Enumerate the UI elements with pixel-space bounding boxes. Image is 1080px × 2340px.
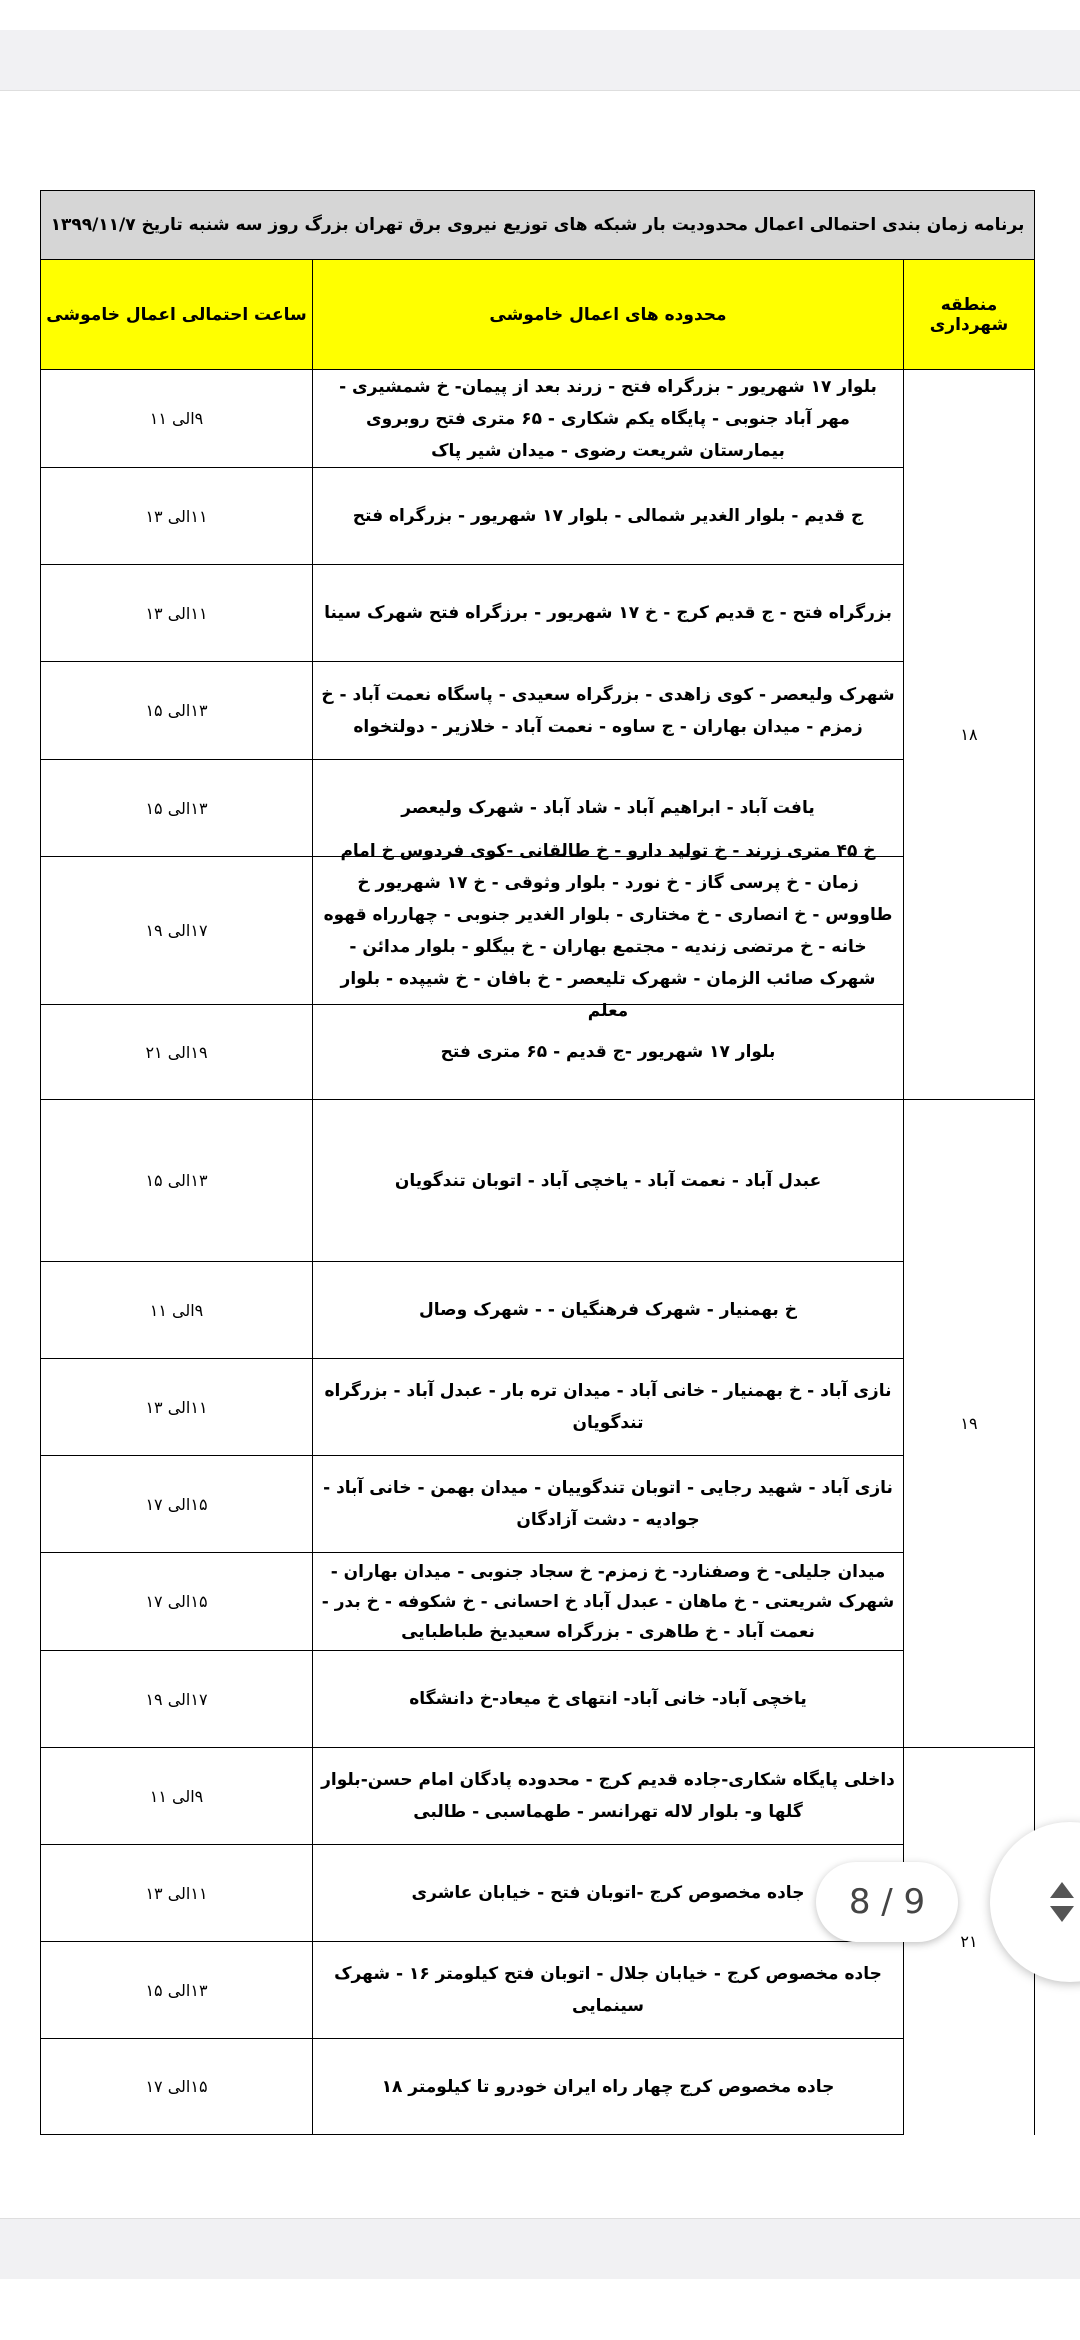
time-cell: ۱۷الی ۱۹ (40, 1651, 312, 1748)
time-cell: ۱۱الی ۱۳ (40, 1359, 312, 1456)
area-cell: یاخچی آباد- خانی آباد- انتهای خ میعاد-خ دانشگاه (312, 1651, 904, 1748)
area-cell: یافت آباد - ابراهیم آباد - شاد آباد - شهرک ولیعصر (312, 760, 904, 857)
region-cell: ۱۹ (904, 1100, 1035, 1748)
area-cell: جاده مخصوص کرج چهار راه ایران خودرو تا کیلومتر ۱۸ (312, 2039, 904, 2135)
up-down-arrows-icon (1034, 1870, 1080, 1934)
region-cell: ۱۸ (904, 370, 1035, 1100)
time-cell: ۱۳الی ۱۵ (40, 662, 312, 760)
time-cell: ۱۵الی ۱۷ (40, 2039, 312, 2135)
area-cell: نازی آباد - خ بهمنیار - خانی آباد - میدان تره بار - عبدل آباد - بزرگراه تندگویان (312, 1359, 904, 1456)
header-area: محدوده های اعمال خاموشی (312, 260, 904, 370)
top-bar (0, 0, 1080, 31)
time-cell: ۱۳الی ۱۵ (40, 1942, 312, 2039)
document-page (40, 190, 1035, 2135)
table-title: برنامه زمان بندی احتمالی اعمال محدودیت بار شبکه های توزیع نیروی برق تهران بزرگ روز سه شنبه تاریخ ۱۳۹۹/۱۱/۷ (40, 190, 1035, 260)
area-cell: نازی آباد - شهید رجایی - اتوبان تندگوییان - میدان بهمن - خانی آباد - جوادیه - دشت آزادگان (312, 1456, 904, 1553)
viewer-toolbar (0, 30, 1080, 91)
time-cell: ۱۱الی ۱۳ (40, 1845, 312, 1942)
time-cell: ۱۳الی ۱۵ (40, 760, 312, 857)
time-cell: ۹الی ۱۱ (40, 1748, 312, 1845)
page-indicator: 8 / 9 (816, 1862, 958, 1942)
area-cell: بلوار ۱۷ شهریور - بزرگراه فتح - زرند بعد از پیمان- خ شمشیری - مهر آباد جنوبی - پایگاه یکم شکاری - ۶۵ متری فتح روبروی بیمارستان شریعت رضوی - میدان شیر پاک (312, 370, 904, 468)
time-cell: ۱۷الی ۱۹ (40, 857, 312, 1005)
time-cell: ۱۱الی ۱۳ (40, 565, 312, 662)
area-cell: بزرگراه فتح - ج قدیم کرج - خ ۱۷ شهریور - برزگراه فتح شهرک سینا (312, 565, 904, 662)
region-cell: ۲۱ (904, 1748, 1035, 2135)
area-cell: جاده مخصوص کرج -اتوبان فتح - خیابان عاشری (312, 1845, 904, 1942)
area-cell: خ ۴۵ متری زرند - خ تولید دارو - خ طالقانی -کوی فردوس خ امام زمان - خ پرسی گاز - خ نورد - بلوار وثوقی - خ ۱۷ شهریور خ طاووس - خ انصاری - خ مختاری - بلوار الغدیر جنوبی - چهارراه قهوه خانه - خ مرتضی زندیه - مجتمع بهاران - خ بیگلو - بلوار مدائن - شهرک صائب الزمان - شهرک تلیعصر - خ بافان - خ شیپده - بلوار معلم (312, 857, 904, 1005)
time-cell: ۹الی ۱۱ (40, 1262, 312, 1359)
area-cell: جاده مخصوص کرج - خیابان جلال - اتوبان فتح کیلومتر ۱۶ - شهرک سینمایی (312, 1942, 904, 2039)
time-cell: ۹الی ۱۱ (40, 370, 312, 468)
time-cell: ۱۵الی ۱۷ (40, 1553, 312, 1651)
header-region: منطقه شهرداری (904, 260, 1035, 370)
area-cell: میدان جلیلی- خ وصفنارد- خ زمزم- خ سجاد جنوبی - میدان بهاران - شهرک شریعتی - خ ماهان - عبدل آباد خ احسانی - خ شکوفه - خ بدر - نعمت آباد - خ طاهری - بزرگراه سعیدیخ طباطبایی (312, 1553, 904, 1651)
area-cell: بلوار ۱۷ شهریور -ج قدیم - ۶۵ متری فتح (312, 1005, 904, 1100)
area-cell: عبدل آباد - نعمت آباد - یاخچی آباد - اتوبان تندگویان (312, 1100, 904, 1262)
area-cell: ج قدیم - بلوار الغدیر شمالی - بلوار ۱۷ شهریور - بزرگراه فتح (312, 468, 904, 565)
area-cell: شهرک ولیعصر - کوی زاهدی - بزرگراه سعیدی - پاسگاه نعمت آباد - خ زمزم - میدان بهاران - ج ساوه - نعمت آباد - خلازیر - دولتخواه (312, 662, 904, 760)
header-time: ساعت احتمالی اعمال خاموشی (40, 260, 312, 370)
bottom-bar (0, 2218, 1080, 2279)
time-cell: ۱۵الی ۱۷ (40, 1456, 312, 1553)
area-cell: خ بهمنیار - شهرک فرهنگیان - - شهرک وصال (312, 1262, 904, 1359)
time-cell: ۱۹الی ۲۱ (40, 1005, 312, 1100)
area-cell: داخلی پایگاه شکاری-جاده قدیم کرج - محدوده پادگان امام حسن-بلوار گلها و- بلوار لاله تهرانسر - طهماسبی - طالبی (312, 1748, 904, 1845)
time-cell: ۱۱الی ۱۳ (40, 468, 312, 565)
time-cell: ۱۳الی ۱۵ (40, 1100, 312, 1262)
